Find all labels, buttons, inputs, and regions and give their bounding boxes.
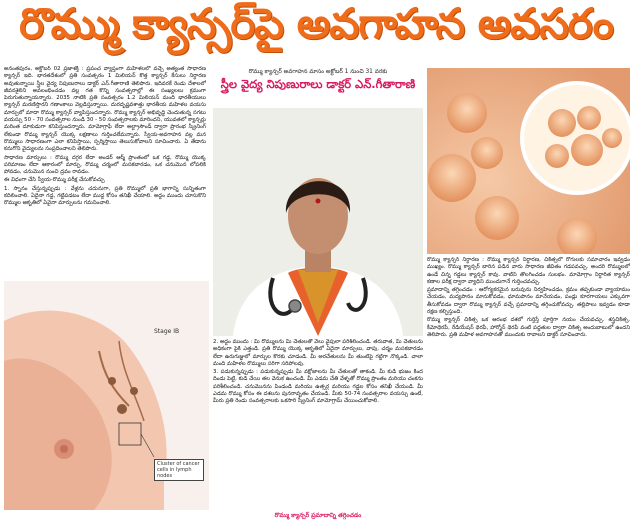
paragraph: అనంతపురం, అక్టోబర్ 02 ప్రజాశక్తి : ప్రపంచ వ్యాప్తంగా మహిళలలో వచ్చే అత్యంత సాధారణ క్యాన్సర్ ఇది. భారతదేశంలో ప్రతి సంవత్సరం 1 మిలియన్ కొత్త క్యాన్సర్ కేసులు నిర్ధారణ అవుతున్నాయి స్త్రీల వైద్య నిపుణురాలు డాక్టర్ ఎన్.గీతారాణి తెలిపారు. ఇదివరకే రెండు దేశాలలో జీవనశైలిని అవలంభించడం వల్ల గత కొన్ని సంవత్సరాల్లో ఈ సంఖ్యలలు క్రమంగా పెరుగుతున్నాయన్నారు. 2035 నాటికి ప్రతి సంవత్సరం 1.2 మిలియన్ మంది భారతీయులు క్యాన్సర్ మరణిస్తారని గణాంకాలు వెల్లడిస్తున్నాయి. దురదృష్టవశాత్తు భారతీయ మహిళల వయసు మార్పులో మాదా రొమ్ము క్యాన్సర్ వ్యాపిస్తుందన్నారు. రొమ్ము క్యాన్సర్ అభివృద్ధి చెందుతున్న సగటు వయస్సు 50 - 70 సంవత్సరాల నుండి 30 - 50 సంవత్సరాలకు మారిందని, యువతలో క్యాన్సర్లు మరింత దూకుడుగా కనిపిస్తుందన్నారు. మామోగ్రాఫీ లేదా అల్ట్రాసౌండ్ ద్వారా ప్రారంభ స్క్రీనింగ్ లేకుండా రొమ్ము క్యాన్సర్ యొక్క లక్షణాలు గుర్తించలేమన్నారు. స్వీయ-అవగాహన వల్ల మన రొమ్ములు సాధారణంగా ఎలా కనిపిస్తాయి, స్పర్శిస్తాయి తెలుసుకోవాలని సూచించారు. ఏ తేడాను కనుగొని వైద్యులను సంప్రదించాలని తెలిపారు. xyxy=(4,66,206,153)
photo-caption: రొమ్ము క్యాన్సర్ ప్రమాదాన్ని తగ్గించడం xyxy=(274,512,362,519)
paragraph: ప్రమాదాన్ని తగ్గించడం : ఆరోగ్యకరమైన బరువును నిర్వహించడం, క్రమం తప్పకుండా వ్యాయామం చేయడం, మద్యపానం మానుకోవడం, ధూమపానం మానేయడం, పండ్లు కూరగాయలు ఎక్కువగా తీసుకోవడం ద్వారా రొమ్ము క్యాన్సర్ వచ్చే ప్రమాదాన్ని తగ్గించుకోవచ్చు. తల్లిపాలు ఇవ్వడం కూడా రక్షణ కల్పిస్తుంది. xyxy=(427,287,630,316)
cluster-label: Cluster of cancer cells in lymph nodes xyxy=(154,459,204,481)
doctor-photo xyxy=(213,108,423,336)
paragraph: ఈ విధంగా చేసి స్వీయ-రొమ్ము పరీక్ష చేసుకోవచ్చు xyxy=(4,177,105,184)
article-middle-column xyxy=(213,339,423,509)
paragraph: 2. అద్దం ముందు : మీ రొమ్ములను మీ చేతులతో వేలు వైపులా పరిశీలించండి. తరువాత, మీ చేతులను అధికంగా పైకి ఎత్తండి. ప్రతి రొమ్ము యొక్క ఆకృతిలో ఏదైనా మార్పులు, వాపు, చర్మం మసకబారడం లేదా ఉరుగుజ్జులో మార్పుల కొరకు చూడండి. మీ అరచేతులను మీ తుంటిపై గట్టిగా నొక్కండి. చాలా మంది మహిళల రొమ్ములు సరిగా సరిపోలవు. xyxy=(213,339,423,367)
paragraph: 3. పడుకున్నప్పుడు : పడుకున్నప్పుడు మీ వక్షోజాలను మీ చేతులతో తాకండి. మీ కుడి భుజం కింద దిండు పెట్టి, కుడి చేయి తల వెనుక ఉంచండి. మీ ఎడమ చేతి వేళ్ళతో రొమ్ము ప్రాంతం మరియు చంకను పరిశీలించండి. చనుమొనను పిండండి మరియు ఉత్సర్గ మరియు గడ్డల కోసం తనిఖీ చేయండి. మీ ఎడమ రొమ్ము కోసం ఈ దశలను పునరావృతం చేయండి. మీకు 50-74 సంవత్సరాల వయస్సు ఉంటే, మీరు ప్రతి రెండు సంవత్సరాలకు ఒకసారి స్క్రీనింగ్ మామోగ్రామ్ చేయించుకోవాలి. xyxy=(213,369,423,405)
paragraph: రొమ్ము క్యాన్సర్ చికిత్స ఒక ఆరంభ దశలో గుర్తిస్తే పూర్తిగా నయం చేయవచ్చు. శస్త్రచికిత్స, కీమోథెరపీ, రేడియేషన్ థెరపీ, హార్మోన్ థెరపీ వంటి పద్ధతుల ద్వారా చికిత్స అందుబాటులో ఉందని తెలిపారు. ప్రతి మహిళ అవగాహనతో ముందుకు రావాలని డాక్టర్ సూచించారు. xyxy=(427,317,630,338)
article-left-column xyxy=(4,66,206,278)
awareness-month-line: రొమ్ము క్యాన్సర్ అవగాహన మాసం అక్టోబర్ 1 నుంచి 31 వరకు xyxy=(248,69,388,75)
sub-banner xyxy=(213,68,423,106)
cancer-cells-illustration xyxy=(427,68,630,254)
article-right-column xyxy=(427,257,630,517)
doctor-portrait xyxy=(213,108,423,336)
paragraph: 1. స్నానం చేస్తున్నప్పుడు : వేళ్లను చదునుగా, ప్రతి రొమ్ములో ప్రతి భాగాన్ని సున్నితంగా కదిలించాలి. ఏదైనా గడ్డ, గట్టిపడటం లేదా ముద్ద కోసం తనిఖీ చేయాలి. అద్దం ముందు చూసుకొని రొమ్ముల ఆకృతిలో ఏవైనా మార్పులను గమనించాలి. xyxy=(4,185,206,207)
doctor-name-line: స్త్రీల వైద్య నిపుణురాలు డాక్టర్ ఎన్.గీతారాణి xyxy=(220,77,416,91)
headline: రొమ్ము క్యాన్సర్‌పై అవగాహన అవసరం xyxy=(19,0,613,48)
stage-label: Stage IB xyxy=(154,328,180,335)
paragraph: రొమ్ము క్యాన్సర్ నిర్ధారణ : రొమ్ము క్యాన్సర్ నిర్ధారణ, చికిత్సలో రోగులకు సమాచారం ఇవ్వడం ముఖ్యం. రొమ్ము క్యాన్సర్ బారిన పడిన వారు సాధారణ జీవితం గడపవచ్చు. అందరి రొమ్ములలో ఉండే చిన్న గడ్డలు క్యాన్సర్ కావు. వాటిని తొలగించడం సులభం. మామోగ్రాం నిర్ధారిత క్యాన్సర్ కణాల పరీక్ష ద్వారా వ్యాధిని ముందుగానే గుర్తించవచ్చు. xyxy=(427,257,630,285)
cancer-cells-photo xyxy=(427,68,630,254)
paragraph: సాధారణ మార్పులు : రొమ్ము దగ్గర లేదా అండర్ ఆర్మ్ ప్రాంతంలో ఒక గడ్డ, రొమ్ము యొక్క పరిమాణం లేదా ఆకారంలో మార్పు, రొమ్ము చర్మంలో మసకబారడం, ఒక చనుమొన లోపలికి పోవడం, చనుమొన నుంచి ద్రవం రావడం. xyxy=(4,154,206,176)
breast-cancer-diagram xyxy=(4,281,209,510)
